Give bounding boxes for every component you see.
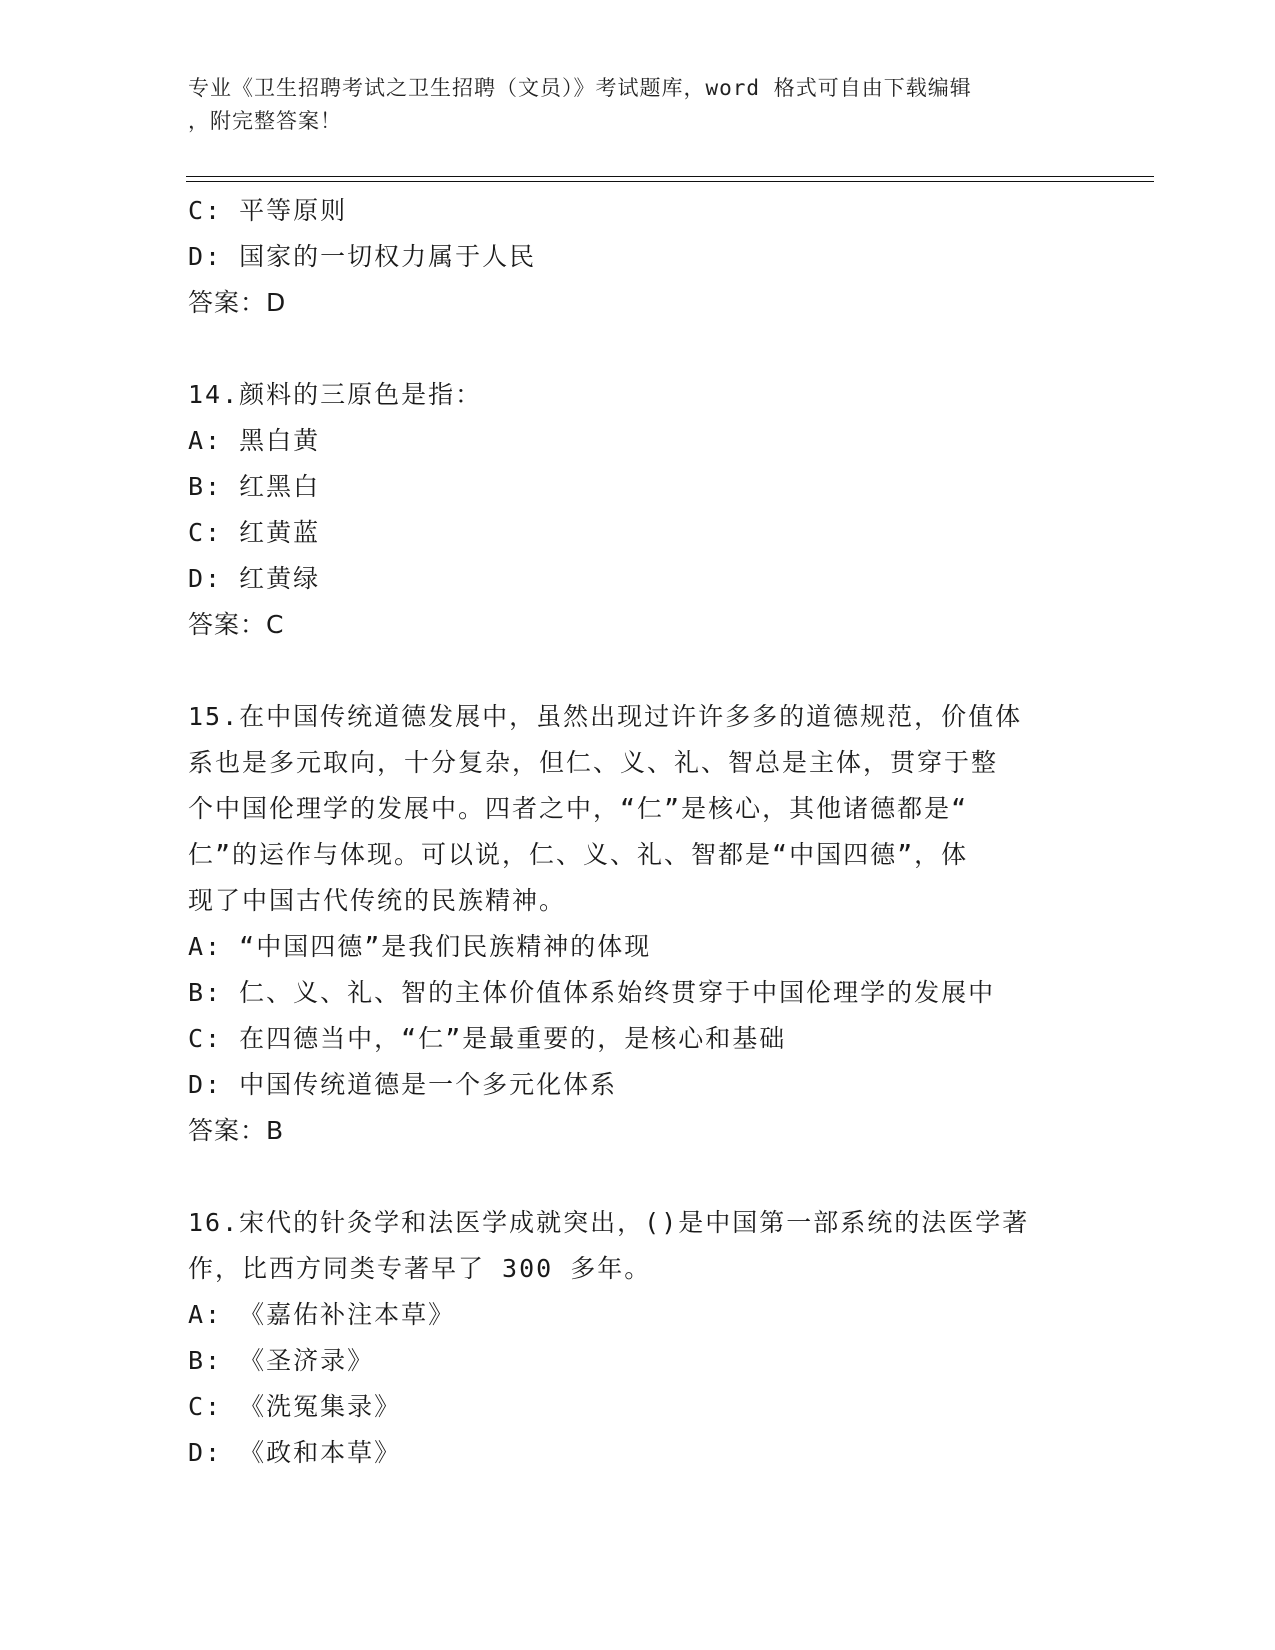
option-b: B: 仁、义、礼、智的主体价值体系始终贯穿于中国伦理学的发展中: [188, 978, 996, 1007]
option-d: D: 《政和本草》: [188, 1438, 402, 1467]
stem-line: 系也是多元取向，十分复杂，但仁、义、礼、智总是主体，贯穿于整: [188, 748, 999, 777]
prev-question: [188, 188, 1088, 326]
option-c: C: 红黄蓝: [188, 518, 321, 547]
question-stem: [188, 694, 1088, 924]
answer: 答案：B: [188, 1116, 285, 1145]
header-rule-bottom: [186, 181, 1154, 182]
spacer: [188, 326, 1088, 372]
document-header: [188, 72, 1068, 138]
header-rule-top: [186, 176, 1154, 177]
answer: 答案：D: [188, 288, 287, 317]
stem-line: 作，比西方同类专著早了 300 多年。: [188, 1254, 652, 1283]
question-15: [188, 694, 1088, 1154]
stem-line: 现了中国古代传统的民族精神。: [188, 886, 567, 915]
stem-line: 仁”的运作与体现。可以说，仁、义、礼、智都是“中国四德”，体: [188, 840, 969, 869]
option-d: D: 红黄绿: [188, 564, 321, 593]
option-b: B: 《圣济录》: [188, 1346, 375, 1375]
question-16: [188, 1200, 1088, 1476]
option-a: A: “中国四德”是我们民族精神的体现: [188, 932, 652, 961]
spacer: [188, 648, 1088, 694]
option-d: D: 国家的一切权力属于人民: [188, 242, 537, 271]
stem-line: 15.在中国传统道德发展中，虽然出现过许许多多的道德规范，价值体: [188, 702, 1023, 731]
stem-line: 个中国伦理学的发展中。四者之中，“仁”是核心，其他诸德都是“: [188, 794, 969, 823]
option-c: C: 在四德当中，“仁”是最重要的，是核心和基础: [188, 1024, 787, 1053]
question-14: [188, 372, 1088, 648]
option-d: D: 中国传统道德是一个多元化体系: [188, 1070, 618, 1099]
question-stem: 14.颜料的三原色是指：: [188, 380, 483, 409]
question-content: [188, 188, 1088, 1476]
option-c: C: 平等原则: [188, 196, 348, 225]
option-b: B: 红黑白: [188, 472, 321, 501]
question-stem: [188, 1200, 1088, 1292]
option-c: C: 《洗冤集录》: [188, 1392, 402, 1421]
option-a: A: 《嘉佑补注本草》: [188, 1300, 456, 1329]
spacer: [188, 1154, 1088, 1200]
stem-line: 16.宋代的针灸学和法医学成就突出，()是中国第一部系统的法医学著: [188, 1208, 1030, 1237]
answer: 答案：C: [188, 610, 285, 639]
option-a: A: 黑白黄: [188, 426, 321, 455]
header-line-1: 专业《卫生招聘考试之卫生招聘（文员）》考试题库，word 格式可自由下载编辑: [188, 76, 972, 100]
header-line-2: ，附完整答案！: [188, 109, 342, 133]
